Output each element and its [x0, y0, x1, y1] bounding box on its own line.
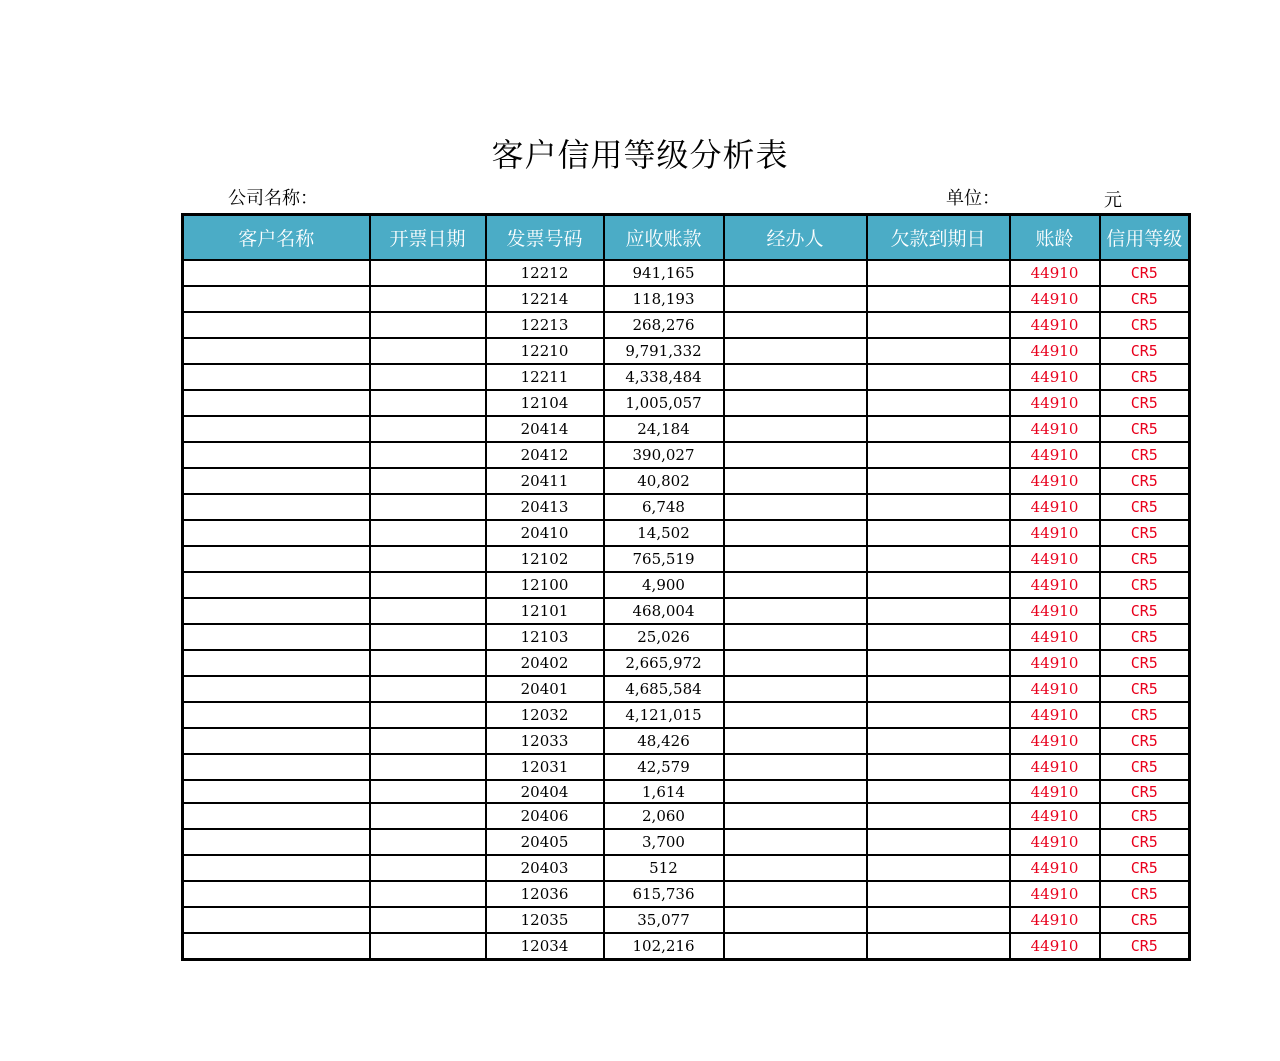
- cell-receivable[interactable]: 9,791,332: [604, 338, 724, 364]
- cell-aging[interactable]: 44910: [1010, 676, 1100, 702]
- cell-due-date[interactable]: [867, 312, 1010, 338]
- table-row: [183, 520, 1190, 546]
- column-header-credit-grade[interactable]: 信用等级: [1100, 215, 1190, 261]
- cell-handler[interactable]: [724, 598, 867, 624]
- unit-label: 单位：: [946, 188, 1000, 209]
- cell-receivable[interactable]: 1,005,057: [604, 390, 724, 416]
- cell-invoice-number[interactable]: 20404: [486, 780, 604, 803]
- column-header-customer[interactable]: 客户名称: [183, 215, 370, 261]
- cell-invoice-date[interactable]: [370, 702, 486, 728]
- cell-invoice-date[interactable]: [370, 598, 486, 624]
- table-row: [183, 650, 1190, 676]
- cell-invoice-date[interactable]: [370, 855, 486, 881]
- cell-invoice-date[interactable]: [370, 416, 486, 442]
- cell-due-date[interactable]: [867, 780, 1010, 803]
- cell-due-date[interactable]: [867, 598, 1010, 624]
- cell-customer[interactable]: [183, 676, 370, 702]
- cell-receivable[interactable]: 24,184: [604, 416, 724, 442]
- cell-credit-grade[interactable]: CR5: [1100, 546, 1190, 572]
- company-name-label: 公司名称：: [228, 188, 318, 209]
- cell-invoice-date[interactable]: [370, 881, 486, 907]
- cell-customer[interactable]: [183, 468, 370, 494]
- cell-customer[interactable]: [183, 933, 370, 960]
- table-row: [183, 855, 1190, 881]
- cell-invoice-number[interactable]: 12101: [486, 598, 604, 624]
- cell-receivable[interactable]: 2,060: [604, 803, 724, 829]
- cell-invoice-date[interactable]: [370, 442, 486, 468]
- cell-handler[interactable]: [724, 933, 867, 960]
- table-row: [183, 829, 1190, 855]
- cell-due-date[interactable]: [867, 829, 1010, 855]
- cell-credit-grade[interactable]: CR5: [1100, 829, 1190, 855]
- cell-invoice-number[interactable]: 12033: [486, 728, 604, 754]
- cell-customer[interactable]: [183, 598, 370, 624]
- cell-due-date[interactable]: [867, 907, 1010, 933]
- column-header-receivable[interactable]: 应收账款: [604, 215, 724, 261]
- cell-credit-grade[interactable]: CR5: [1100, 803, 1190, 829]
- cell-receivable[interactable]: 35,077: [604, 907, 724, 933]
- cell-invoice-date[interactable]: [370, 520, 486, 546]
- cell-credit-grade[interactable]: CR5: [1100, 650, 1190, 676]
- cell-aging[interactable]: 44910: [1010, 390, 1100, 416]
- cell-invoice-number[interactable]: 20403: [486, 855, 604, 881]
- cell-handler[interactable]: [724, 803, 867, 829]
- cell-customer[interactable]: [183, 494, 370, 520]
- cell-due-date[interactable]: [867, 624, 1010, 650]
- cell-invoice-date[interactable]: [370, 676, 486, 702]
- cell-invoice-date[interactable]: [370, 933, 486, 960]
- cell-customer[interactable]: [183, 286, 370, 312]
- cell-customer[interactable]: [183, 312, 370, 338]
- cell-due-date[interactable]: [867, 702, 1010, 728]
- cell-customer[interactable]: [183, 546, 370, 572]
- cell-receivable[interactable]: 102,216: [604, 933, 724, 960]
- cell-credit-grade[interactable]: CR5: [1100, 390, 1190, 416]
- cell-aging[interactable]: 44910: [1010, 803, 1100, 829]
- cell-credit-grade[interactable]: CR5: [1100, 416, 1190, 442]
- cell-handler[interactable]: [724, 364, 867, 390]
- cell-due-date[interactable]: [867, 650, 1010, 676]
- cell-handler[interactable]: [724, 416, 867, 442]
- table-row: [183, 260, 1190, 286]
- cell-receivable[interactable]: 512: [604, 855, 724, 881]
- cell-credit-grade[interactable]: CR5: [1100, 855, 1190, 881]
- cell-invoice-date[interactable]: [370, 650, 486, 676]
- cell-receivable[interactable]: 25,026: [604, 624, 724, 650]
- cell-handler[interactable]: [724, 572, 867, 598]
- cell-aging[interactable]: 44910: [1010, 260, 1100, 286]
- cell-receivable[interactable]: 3,700: [604, 829, 724, 855]
- table-row: [183, 728, 1190, 754]
- cell-aging[interactable]: 44910: [1010, 754, 1100, 780]
- cell-receivable[interactable]: 42,579: [604, 754, 724, 780]
- cell-due-date[interactable]: [867, 754, 1010, 780]
- cell-handler[interactable]: [724, 881, 867, 907]
- cell-aging[interactable]: 44910: [1010, 650, 1100, 676]
- cell-aging[interactable]: 44910: [1010, 624, 1100, 650]
- cell-handler[interactable]: [724, 907, 867, 933]
- cell-customer[interactable]: [183, 803, 370, 829]
- cell-invoice-date[interactable]: [370, 312, 486, 338]
- cell-aging[interactable]: 44910: [1010, 286, 1100, 312]
- cell-credit-grade[interactable]: CR5: [1100, 286, 1190, 312]
- cell-handler[interactable]: [724, 650, 867, 676]
- cell-due-date[interactable]: [867, 286, 1010, 312]
- cell-receivable[interactable]: 14,502: [604, 520, 724, 546]
- column-header-invoice-date[interactable]: 开票日期: [370, 215, 486, 261]
- cell-due-date[interactable]: [867, 546, 1010, 572]
- cell-credit-grade[interactable]: CR5: [1100, 702, 1190, 728]
- table-row: [183, 468, 1190, 494]
- cell-invoice-number[interactable]: 12104: [486, 390, 604, 416]
- cell-invoice-number[interactable]: 12032: [486, 702, 604, 728]
- table-row: [183, 598, 1190, 624]
- cell-receivable[interactable]: 468,004: [604, 598, 724, 624]
- cell-due-date[interactable]: [867, 855, 1010, 881]
- cell-receivable[interactable]: 268,276: [604, 312, 724, 338]
- cell-handler[interactable]: [724, 780, 867, 803]
- cell-due-date[interactable]: [867, 676, 1010, 702]
- cell-credit-grade[interactable]: CR5: [1100, 312, 1190, 338]
- cell-invoice-number[interactable]: 20405: [486, 829, 604, 855]
- cell-invoice-number[interactable]: 20401: [486, 676, 604, 702]
- cell-invoice-date[interactable]: [370, 624, 486, 650]
- column-header-aging[interactable]: 账龄: [1010, 215, 1100, 261]
- column-header-handler[interactable]: 经办人: [724, 215, 867, 261]
- unit-value: 元: [1104, 190, 1122, 211]
- table-row: [183, 933, 1190, 960]
- cell-invoice-number[interactable]: 20406: [486, 803, 604, 829]
- column-header-invoice-number[interactable]: 发票号码: [486, 215, 604, 261]
- table-row: [183, 803, 1190, 829]
- cell-due-date[interactable]: [867, 442, 1010, 468]
- cell-invoice-number[interactable]: 20411: [486, 468, 604, 494]
- cell-handler[interactable]: [724, 728, 867, 754]
- cell-invoice-date[interactable]: [370, 546, 486, 572]
- cell-credit-grade[interactable]: CR5: [1100, 881, 1190, 907]
- page-title: 客户信用等级分析表: [491, 136, 789, 174]
- cell-aging[interactable]: 44910: [1010, 855, 1100, 881]
- cell-customer[interactable]: [183, 881, 370, 907]
- cell-aging[interactable]: 44910: [1010, 780, 1100, 803]
- cell-receivable[interactable]: 615,736: [604, 881, 724, 907]
- cell-handler[interactable]: [724, 546, 867, 572]
- table-row: [183, 286, 1190, 312]
- cell-invoice-date[interactable]: [370, 907, 486, 933]
- cell-credit-grade[interactable]: CR5: [1100, 624, 1190, 650]
- table-row: [183, 364, 1190, 390]
- cell-invoice-number[interactable]: 12031: [486, 754, 604, 780]
- cell-aging[interactable]: 44910: [1010, 338, 1100, 364]
- table-row: [183, 494, 1190, 520]
- table-row: [183, 881, 1190, 907]
- cell-invoice-date[interactable]: [370, 728, 486, 754]
- cell-aging[interactable]: 44910: [1010, 416, 1100, 442]
- cell-invoice-date[interactable]: [370, 572, 486, 598]
- cell-customer[interactable]: [183, 780, 370, 803]
- cell-aging[interactable]: 44910: [1010, 881, 1100, 907]
- cell-invoice-number[interactable]: 20402: [486, 650, 604, 676]
- table-row: [183, 676, 1190, 702]
- cell-credit-grade[interactable]: CR5: [1100, 676, 1190, 702]
- cell-receivable[interactable]: 4,121,015: [604, 702, 724, 728]
- cell-invoice-number[interactable]: 12213: [486, 312, 604, 338]
- table-row: [183, 572, 1190, 598]
- cell-customer[interactable]: [183, 520, 370, 546]
- cell-customer[interactable]: [183, 650, 370, 676]
- cell-receivable[interactable]: 1,614: [604, 780, 724, 803]
- cell-due-date[interactable]: [867, 364, 1010, 390]
- cell-due-date[interactable]: [867, 260, 1010, 286]
- cell-aging[interactable]: 44910: [1010, 598, 1100, 624]
- cell-handler[interactable]: [724, 260, 867, 286]
- cell-invoice-date[interactable]: [370, 260, 486, 286]
- cell-invoice-number[interactable]: 20410: [486, 520, 604, 546]
- cell-invoice-date[interactable]: [370, 829, 486, 855]
- cell-handler[interactable]: [724, 442, 867, 468]
- cell-credit-grade[interactable]: CR5: [1100, 520, 1190, 546]
- cell-invoice-date[interactable]: [370, 390, 486, 416]
- cell-due-date[interactable]: [867, 520, 1010, 546]
- cell-aging[interactable]: 44910: [1010, 728, 1100, 754]
- cell-customer[interactable]: [183, 728, 370, 754]
- table-row: [183, 907, 1190, 933]
- cell-invoice-number[interactable]: 20412: [486, 442, 604, 468]
- cell-receivable[interactable]: 2,665,972: [604, 650, 724, 676]
- cell-aging[interactable]: 44910: [1010, 442, 1100, 468]
- cell-handler[interactable]: [724, 676, 867, 702]
- table-row: [183, 624, 1190, 650]
- column-header-due-date[interactable]: 欠款到期日: [867, 215, 1010, 261]
- cell-invoice-number[interactable]: 12036: [486, 881, 604, 907]
- credit-grade-table: [181, 213, 1191, 961]
- cell-handler[interactable]: [724, 312, 867, 338]
- cell-handler[interactable]: [724, 702, 867, 728]
- cell-due-date[interactable]: [867, 494, 1010, 520]
- cell-aging[interactable]: 44910: [1010, 494, 1100, 520]
- cell-handler[interactable]: [724, 754, 867, 780]
- cell-aging[interactable]: 44910: [1010, 702, 1100, 728]
- cell-customer[interactable]: [183, 572, 370, 598]
- cell-receivable[interactable]: 941,165: [604, 260, 724, 286]
- cell-invoice-date[interactable]: [370, 803, 486, 829]
- cell-invoice-number[interactable]: 20413: [486, 494, 604, 520]
- cell-due-date[interactable]: [867, 933, 1010, 960]
- cell-credit-grade[interactable]: CR5: [1100, 933, 1190, 960]
- cell-customer[interactable]: [183, 702, 370, 728]
- cell-invoice-number[interactable]: 12210: [486, 338, 604, 364]
- cell-invoice-date[interactable]: [370, 494, 486, 520]
- cell-customer[interactable]: [183, 442, 370, 468]
- cell-aging[interactable]: 44910: [1010, 364, 1100, 390]
- cell-receivable[interactable]: 48,426: [604, 728, 724, 754]
- cell-invoice-number[interactable]: 12100: [486, 572, 604, 598]
- cell-aging[interactable]: 44910: [1010, 907, 1100, 933]
- cell-invoice-date[interactable]: [370, 754, 486, 780]
- cell-customer[interactable]: [183, 260, 370, 286]
- cell-receivable[interactable]: 765,519: [604, 546, 724, 572]
- cell-handler[interactable]: [724, 390, 867, 416]
- cell-due-date[interactable]: [867, 338, 1010, 364]
- cell-aging[interactable]: 44910: [1010, 572, 1100, 598]
- cell-receivable[interactable]: 118,193: [604, 286, 724, 312]
- cell-invoice-number[interactable]: 12212: [486, 260, 604, 286]
- cell-credit-grade[interactable]: CR5: [1100, 338, 1190, 364]
- cell-customer[interactable]: [183, 907, 370, 933]
- cell-receivable[interactable]: 4,900: [604, 572, 724, 598]
- cell-handler[interactable]: [724, 286, 867, 312]
- table-row: [183, 754, 1190, 780]
- cell-credit-grade[interactable]: CR5: [1100, 598, 1190, 624]
- cell-invoice-date[interactable]: [370, 364, 486, 390]
- cell-receivable[interactable]: 390,027: [604, 442, 724, 468]
- cell-credit-grade[interactable]: CR5: [1100, 907, 1190, 933]
- cell-due-date[interactable]: [867, 803, 1010, 829]
- cell-handler[interactable]: [724, 624, 867, 650]
- cell-due-date[interactable]: [867, 881, 1010, 907]
- cell-customer[interactable]: [183, 624, 370, 650]
- table-row: [183, 442, 1190, 468]
- cell-customer[interactable]: [183, 829, 370, 855]
- cell-credit-grade[interactable]: CR5: [1100, 364, 1190, 390]
- cell-receivable[interactable]: 40,802: [604, 468, 724, 494]
- cell-customer[interactable]: [183, 338, 370, 364]
- cell-customer[interactable]: [183, 416, 370, 442]
- cell-receivable[interactable]: 4,338,484: [604, 364, 724, 390]
- cell-handler[interactable]: [724, 829, 867, 855]
- cell-handler[interactable]: [724, 468, 867, 494]
- cell-invoice-number[interactable]: 12214: [486, 286, 604, 312]
- cell-invoice-date[interactable]: [370, 286, 486, 312]
- cell-credit-grade[interactable]: CR5: [1100, 780, 1190, 803]
- cell-aging[interactable]: 44910: [1010, 312, 1100, 338]
- cell-invoice-number[interactable]: 12211: [486, 364, 604, 390]
- cell-credit-grade[interactable]: CR5: [1100, 754, 1190, 780]
- cell-handler[interactable]: [724, 520, 867, 546]
- cell-due-date[interactable]: [867, 390, 1010, 416]
- cell-invoice-number[interactable]: 12035: [486, 907, 604, 933]
- cell-aging[interactable]: 44910: [1010, 546, 1100, 572]
- table-row: [183, 390, 1190, 416]
- cell-invoice-date[interactable]: [370, 338, 486, 364]
- cell-due-date[interactable]: [867, 416, 1010, 442]
- cell-credit-grade[interactable]: CR5: [1100, 442, 1190, 468]
- cell-invoice-number[interactable]: 12102: [486, 546, 604, 572]
- table-row: [183, 546, 1190, 572]
- cell-customer[interactable]: [183, 364, 370, 390]
- cell-invoice-number[interactable]: 12103: [486, 624, 604, 650]
- table-row: [183, 312, 1190, 338]
- cell-customer[interactable]: [183, 855, 370, 881]
- table-row: [183, 780, 1190, 803]
- cell-receivable[interactable]: 4,685,584: [604, 676, 724, 702]
- cell-handler[interactable]: [724, 338, 867, 364]
- cell-invoice-number[interactable]: 12034: [486, 933, 604, 960]
- cell-due-date[interactable]: [867, 468, 1010, 494]
- table-header-row: [183, 215, 1190, 261]
- cell-aging[interactable]: 44910: [1010, 933, 1100, 960]
- cell-invoice-number[interactable]: 20414: [486, 416, 604, 442]
- cell-credit-grade[interactable]: CR5: [1100, 572, 1190, 598]
- cell-receivable[interactable]: 6,748: [604, 494, 724, 520]
- cell-aging[interactable]: 44910: [1010, 468, 1100, 494]
- cell-invoice-date[interactable]: [370, 780, 486, 803]
- cell-handler[interactable]: [724, 855, 867, 881]
- cell-aging[interactable]: 44910: [1010, 829, 1100, 855]
- cell-credit-grade[interactable]: CR5: [1100, 260, 1190, 286]
- cell-aging[interactable]: 44910: [1010, 520, 1100, 546]
- cell-credit-grade[interactable]: CR5: [1100, 468, 1190, 494]
- table-row: [183, 338, 1190, 364]
- cell-credit-grade[interactable]: CR5: [1100, 728, 1190, 754]
- table-row: [183, 702, 1190, 728]
- cell-invoice-date[interactable]: [370, 468, 486, 494]
- cell-credit-grade[interactable]: CR5: [1100, 494, 1190, 520]
- cell-customer[interactable]: [183, 754, 370, 780]
- cell-customer[interactable]: [183, 390, 370, 416]
- table-row: [183, 416, 1190, 442]
- cell-handler[interactable]: [724, 494, 867, 520]
- cell-due-date[interactable]: [867, 572, 1010, 598]
- cell-due-date[interactable]: [867, 728, 1010, 754]
